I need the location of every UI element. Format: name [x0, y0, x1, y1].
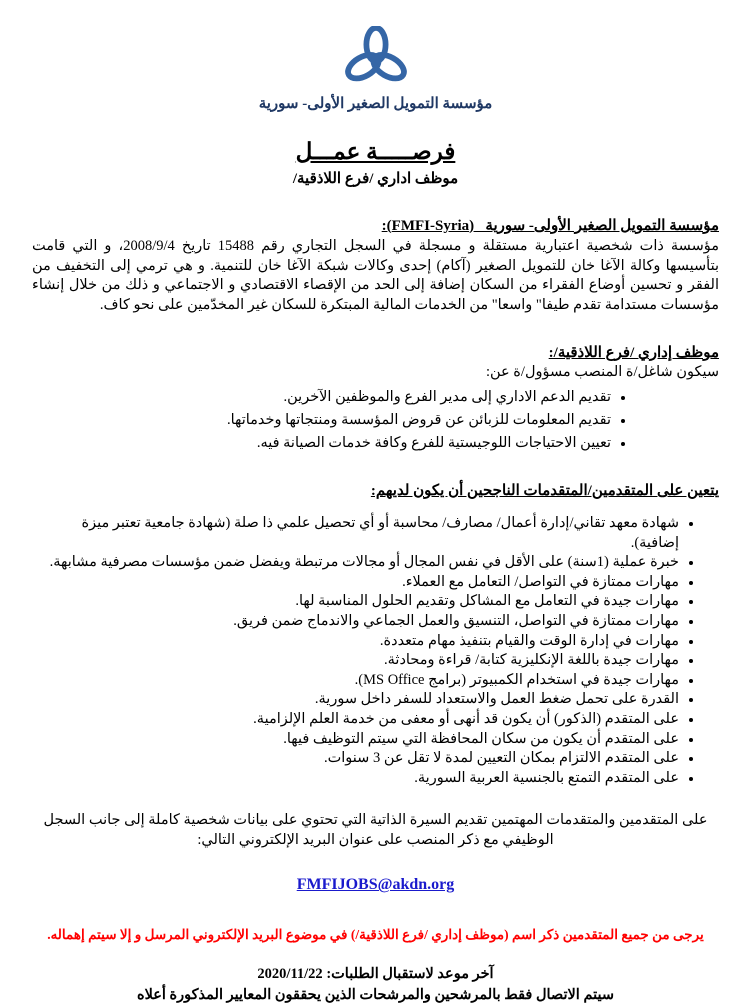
- application-email-link[interactable]: FMFIJOBS@akdn.org: [296, 876, 455, 894]
- list-item: • خبرة عملية (1سنة) على الأقل في نفس المجال أو مجالات مرتبطة ويفضل ضمن مؤسسات مصرفية مشابهة.: [32, 553, 679, 573]
- email-subject-warning: يرجى من جميع المتقدمين ذكر اسم (موظف إداري /فرع اللاذقية/) في موضوع البريد الإلكتروني المرسل و إلا سيتم إهماله.: [47, 927, 704, 943]
- list-item: • على المتقدم الالتزام بمكان التعيين لمدة لا تقل عن 3 سنوات.: [32, 749, 679, 769]
- requirements-list: [32, 514, 719, 788]
- list-item: • تقديم المعلومات للزبائن عن قروض المؤسسة ومنتجاتها وخدماتها.: [32, 411, 611, 430]
- requirements-section-heading: يتعين على المتقدمين/المتقدمات الناجحين أن يكون لديهم:: [370, 483, 719, 499]
- list-item: • مهارات ممتازة في التواصل، التنسيق والعمل الجماعي والاندماج ضمن فريق.: [32, 612, 679, 632]
- page-title: فرصـــــة عمـــل: [295, 139, 456, 164]
- requirements-section: [32, 481, 719, 788]
- role-intro: سيكون شاغل/ة المنصب مسؤول/ة عن:: [485, 364, 719, 380]
- list-item: • تقديم الدعم الاداري إلى مدير الفرع والموظفين الآخرين.: [32, 388, 611, 407]
- about-paragraph: مؤسسة ذات شخصية اعتبارية مستقلة و مسجلة في السجل التجاري رقم 15488 تاريخ 2008/9/4، و التي قامت بتأسيسها وكالة الآغا خان للتمويل الصغير (آكام) إحدى وكالات شبكة الآغا خان للتنمية. و هي ترمي إلى التخفيف من الفقر و تحسين أوضاع الفقراء من السكان إضافة إلى الحد من الإقصاء الاقتصادي و الاجتماعي و ذلك من خلال إنشاء مؤسسات مستدامة تقدم طيفا" واسعا" من الخدمات المالية المبتكرة للسكان غير المخدّمين على نحو كاف.: [32, 238, 720, 313]
- list-item: • مهارات جيدة في التعامل مع المشاكل وتقديم الحلول المناسبة لها.: [32, 592, 679, 612]
- akdn-knot-icon: [328, 26, 424, 90]
- list-item: • مهارات في إدارة الوقت والقيام بتنفيذ مهام متعددة.: [32, 632, 679, 652]
- list-item: • على المتقدم (الذكور) أن يكون قد أنهى أو معفى من خدمة العلم الإلزامية.: [32, 710, 679, 730]
- list-item: • مهارات ممتازة في التواصل/ التعامل مع العملاء.: [32, 573, 679, 593]
- org-logo: [32, 26, 719, 90]
- footer-notes: [32, 964, 719, 1006]
- document-header: [32, 26, 719, 188]
- about-section-heading: مؤسسة التمويل الصغير الأولى- سورية (FMFI-Syria):: [381, 218, 719, 234]
- role-section: [32, 343, 719, 453]
- list-item: • تعيين الاحتياجات اللوجيستية للفرع وكافة خدمات الصيانة فيه.: [32, 434, 611, 453]
- page-subtitle: موظف اداري /فرع اللاذقية/: [292, 171, 459, 187]
- org-name: مؤسسة التمويل الصغير الأولى- سورية: [258, 96, 493, 112]
- list-item: • على المتقدم أن يكون من سكان المحافظة التي سيتم التوظيف فيها.: [32, 730, 679, 750]
- contact-note: سيتم الاتصال فقط بالمرشحين والمرشحات الذين يحققون المعايير المذكورة أعلاه: [136, 987, 614, 1004]
- about-section: [32, 216, 719, 315]
- duties-list: [32, 388, 719, 453]
- list-item: • مهارات جيدة في استخدام الكمبيوتر (برامج MS Office).: [32, 671, 679, 691]
- email-row: [32, 876, 719, 894]
- list-item: • على المتقدم التمتع بالجنسية العربية السورية.: [32, 769, 679, 789]
- list-item: • القدرة على تحمل ضغط العمل والاستعداد للسفر داخل سورية.: [32, 690, 679, 710]
- deadline-line: آخر موعد لاستقبال الطلبات: 2020/11/22: [257, 966, 494, 983]
- role-section-heading: موظف إداري /فرع اللاذقية/:: [548, 345, 719, 361]
- application-instructions: على المتقدمين والمتقدمات المهتمين تقديم السيرة الذاتية التي تحتوي على بيانات شخصية كاملة إلى جانب السجل الوظيفي مع ذكر المنصب على عنوان البريد الإلكتروني التالي:: [43, 812, 708, 849]
- list-item: • شهادة معهد تقاني/إدارة أعمال/ مصارف/ محاسبة أو أي تحصيل علمي ذا صلة (شهادة جامعية تعتبر ميزة إضافية).: [32, 514, 679, 553]
- list-item: • مهارات جيدة باللغة الإنكليزية كتابة/ قراءة ومحادثة.: [32, 651, 679, 671]
